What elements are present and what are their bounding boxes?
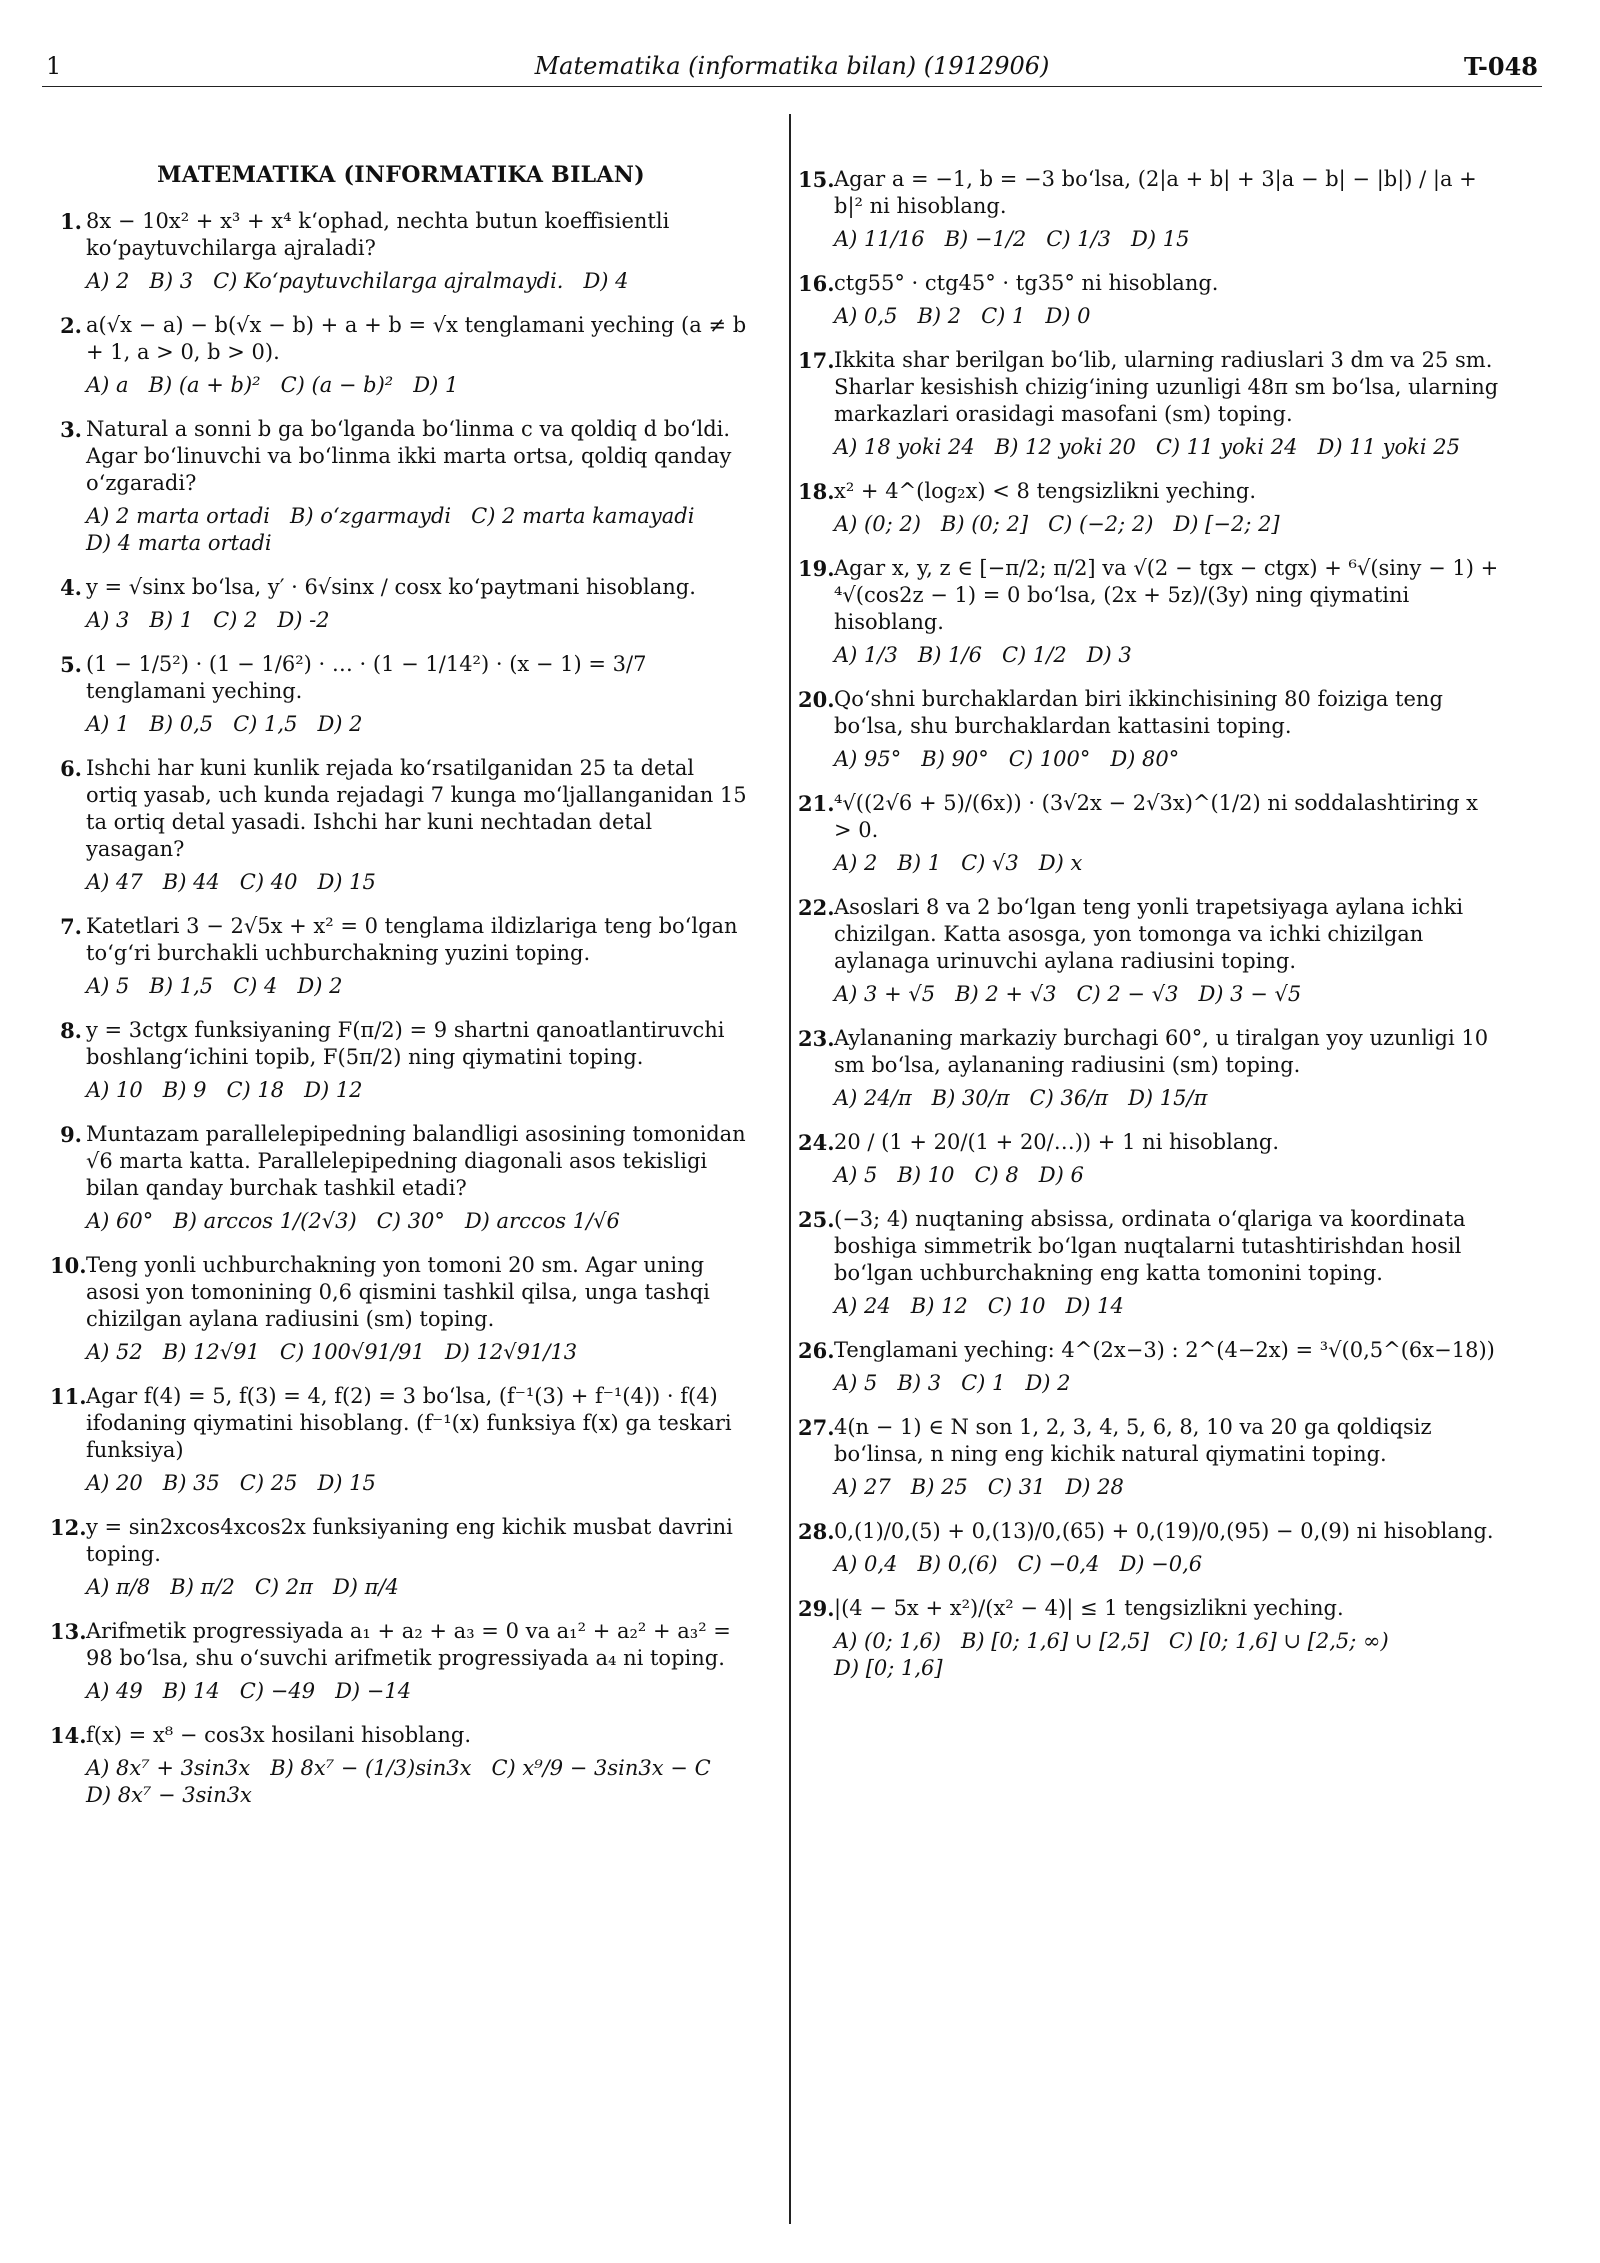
question-number: 26. — [798, 1338, 835, 1363]
answer-option: C) 100√91/91 — [279, 1340, 425, 1364]
answer-option: B) 12 yoki 20 — [994, 435, 1136, 459]
question-item — [798, 347, 1500, 461]
answer-option: D) 15 — [317, 1471, 376, 1495]
question-item — [798, 166, 1500, 253]
question-text: ⁴√((2√6 + 5)/(6x)) · (3√2x − 2√3x)^(1/2) ni soddalashtiring x > 0. — [834, 791, 1479, 842]
answer-option: D) 4 marta ortadi — [86, 531, 272, 555]
answer-option: C) Ko‘paytuvchilarga ajralmaydi. — [213, 269, 564, 293]
question-number: 19. — [798, 556, 835, 581]
answer-option: C) [0; 1,6] ∪ [2,5; ∞) — [1168, 1629, 1389, 1653]
question-text: Aylananing markaziy burchagi 60°, u tiralgan yoy uzunligi 10 sm bo‘lsa, aylananing radiusini (sm) toping. — [834, 1026, 1489, 1077]
question-item — [798, 1206, 1500, 1320]
answer-option: D) arccos 1/√6 — [464, 1209, 620, 1233]
answer-option: A) 18 yoki 24 — [834, 435, 975, 459]
answer-option: B) arccos 1/(2√3) — [173, 1209, 357, 1233]
answer-option: B) 1,5 — [149, 974, 214, 998]
answer-option: C) (a − b)² — [280, 373, 394, 397]
answer-options — [86, 1755, 752, 1809]
question-item — [798, 1414, 1500, 1501]
question-item — [798, 270, 1500, 330]
answer-option: A) 2 marta ortadi — [86, 504, 270, 528]
answer-option: D) 3 — [1086, 643, 1132, 667]
answer-option: B) 10 — [897, 1163, 955, 1187]
answer-option: C) −49 — [239, 1679, 316, 1703]
question-number: 7. — [60, 914, 82, 939]
answer-option: B) 0,5 — [149, 712, 214, 736]
answer-option: C) 2 marta kamayadi — [471, 504, 695, 528]
answer-option: D) 80° — [1110, 747, 1180, 771]
answer-option: A) 11/16 — [834, 227, 925, 251]
answer-option: D) 0 — [1045, 304, 1091, 328]
answer-option: B) (a + b)² — [148, 373, 261, 397]
question-item — [50, 1722, 752, 1809]
page-number: 1 — [46, 52, 62, 80]
answer-option: C) 11 yoki 24 — [1155, 435, 1298, 459]
answer-option: D) 15 — [317, 870, 376, 894]
question-number: 13. — [50, 1619, 87, 1644]
answer-options — [86, 268, 752, 295]
question-number: 28. — [798, 1519, 835, 1544]
question-text: Natural a sonni b ga bo‘lganda bo‘linma c va qoldiq d bo‘ldi. Agar bo‘linuvchi va bo‘linma ikki marta ortsa, qoldiq qanday o‘zgaradi? — [86, 417, 732, 495]
answer-options — [834, 746, 1500, 773]
answer-option: A) 47 — [86, 870, 143, 894]
question-item — [798, 686, 1500, 773]
answer-option: B) 3 — [149, 269, 194, 293]
question-number: 9. — [60, 1122, 82, 1147]
question-item — [798, 1595, 1500, 1682]
question-number: 4. — [60, 575, 82, 600]
question-number: 20. — [798, 687, 835, 712]
answer-option: D) 2 — [297, 974, 343, 998]
question-number: 25. — [798, 1207, 835, 1232]
question-item — [798, 478, 1500, 538]
answer-option: A) 8x⁷ + 3sin3x — [86, 1756, 251, 1780]
question-item — [50, 1514, 752, 1601]
answer-option: B) π/2 — [170, 1575, 235, 1599]
answer-option: C) 1/2 — [1001, 643, 1067, 667]
question-item — [50, 312, 752, 399]
answer-options — [86, 607, 752, 634]
question-item — [50, 755, 752, 896]
answer-option: C) 4 — [233, 974, 278, 998]
question-text: 8x − 10x² + x³ + x⁴ k‘ophad, nechta butun koeffisientli ko‘paytuvchilarga ajraladi? — [86, 209, 670, 260]
question-number: 1. — [60, 209, 82, 234]
answer-option: A) 27 — [834, 1475, 891, 1499]
question-number: 21. — [798, 791, 835, 816]
question-text: a(√x − a) − b(√x − b) + a + b = √x tenglamani yeching (a ≠ b + 1, a > 0, b > 0). — [86, 313, 747, 364]
answer-option: C) 100° — [1008, 747, 1091, 771]
question-item — [798, 1025, 1500, 1112]
question-item — [50, 1618, 752, 1705]
answer-option: D) 11 yoki 25 — [1317, 435, 1460, 459]
question-number: 8. — [60, 1018, 82, 1043]
answer-option: B) 12√91 — [162, 1340, 260, 1364]
answer-option: D) 4 — [583, 269, 629, 293]
question-text: f(x) = x⁸ − cos3x hosilani hisoblang. — [86, 1723, 472, 1747]
answer-options — [86, 1077, 752, 1104]
answer-option: C) (−2; 2) — [1048, 512, 1154, 536]
answer-option: D) 28 — [1065, 1475, 1124, 1499]
answer-option: B) 3 — [897, 1371, 942, 1395]
question-item — [50, 1121, 752, 1235]
answer-option: A) 2 — [86, 269, 130, 293]
question-number: 22. — [798, 895, 835, 920]
question-number: 24. — [798, 1130, 835, 1155]
question-item — [50, 208, 752, 295]
answer-options — [86, 711, 752, 738]
answer-option: D) 15/π — [1128, 1086, 1208, 1110]
answer-option: A) 49 — [86, 1679, 143, 1703]
answer-option: B) 1/6 — [917, 643, 982, 667]
question-text: Ikkita shar berilgan bo‘lib, ularning radiuslari 3 dm va 25 sm. Sharlar kesishish chizig‘ining uzunligi 48π sm bo‘lsa, ularning markazlari orasidagi masofani (sm) toping. — [834, 348, 1499, 426]
page-header — [42, 48, 1542, 87]
answer-option: C) 31 — [987, 1475, 1046, 1499]
answer-options — [834, 303, 1500, 330]
answer-option: A) 2 — [834, 851, 878, 875]
answer-option: A) (0; 2) — [834, 512, 921, 536]
answer-option: A) 5 — [834, 1163, 878, 1187]
answer-option: B) 2 + √3 — [955, 982, 1057, 1006]
answer-options — [834, 1370, 1500, 1397]
question-number: 29. — [798, 1596, 835, 1621]
question-item — [798, 790, 1500, 877]
answer-option: C) 8 — [974, 1163, 1019, 1187]
question-text: Agar x, y, z ∈ [−π/2; π/2] va √(2 − tgx − ctgx) + ⁶√(siny − 1) + ⁴√(cos2z − 1) = 0 bo‘lsa, (2x + 5z)/(3y) ning qiymatini hisoblang. — [834, 556, 1499, 634]
question-text: ctg55° · ctg45° · tg35° ni hisoblang. — [834, 271, 1219, 295]
question-number: 27. — [798, 1415, 835, 1440]
answer-options — [86, 1678, 752, 1705]
question-number: 3. — [60, 417, 82, 442]
question-text: (−3; 4) nuqtaning absissa, ordinata o‘qlariga va koordinata boshiga simmetrik bo‘lgan nuqtalarni tutashtirishdan hosil bo‘lgan uchburchakning eng katta tomonini toping. — [834, 1207, 1466, 1285]
question-text: y = √sinx bo‘lsa, y′ · 6√sinx / cosx ko‘paytmani hisoblang. — [86, 575, 696, 599]
question-item — [798, 894, 1500, 1008]
answer-option: B) 12 — [910, 1294, 968, 1318]
test-code: T-048 — [1464, 52, 1538, 81]
answer-option: D) x — [1038, 851, 1083, 875]
question-item — [50, 416, 752, 557]
question-number: 16. — [798, 271, 835, 296]
answer-options — [834, 1162, 1500, 1189]
answer-option: D) -2 — [277, 608, 330, 632]
answer-option: A) 5 — [86, 974, 130, 998]
question-number: 11. — [50, 1384, 87, 1409]
question-item — [50, 1252, 752, 1366]
answer-option: B) [0; 1,6] ∪ [2,5] — [960, 1629, 1149, 1653]
answer-option: A) 5 — [834, 1371, 878, 1395]
answer-options — [86, 503, 752, 557]
question-item — [798, 1337, 1500, 1397]
right-column — [798, 118, 1500, 1699]
question-number: 15. — [798, 167, 835, 192]
answer-option: C) 30° — [376, 1209, 445, 1233]
answer-option: B) 8x⁷ − (1/3)sin3x — [270, 1756, 472, 1780]
answer-options — [86, 1574, 752, 1601]
answer-option: A) 60° — [86, 1209, 154, 1233]
question-number: 12. — [50, 1515, 87, 1540]
answer-options — [86, 372, 752, 399]
question-item — [50, 1383, 752, 1497]
question-number: 6. — [60, 756, 82, 781]
question-text: Agar f(4) = 5, f(3) = 4, f(2) = 3 bo‘lsa, (f⁻¹(3) + f⁻¹(4)) · f(4) ifodaning qiymatini hisoblang. (f⁻¹(x) funksiya f(x) ga teskari funksiya) — [86, 1384, 732, 1462]
question-item — [50, 1017, 752, 1104]
header-title: Matematika (informatika bilan) (1912906) — [534, 52, 1050, 80]
answer-option: C) 1 — [961, 1371, 1006, 1395]
question-item — [798, 1518, 1500, 1578]
answer-option: B) 25 — [910, 1475, 968, 1499]
question-number: 18. — [798, 479, 835, 504]
answer-option: C) 1 — [981, 304, 1026, 328]
answer-option: D) 2 — [1025, 1371, 1071, 1395]
answer-option: A) 20 — [86, 1471, 143, 1495]
question-item — [50, 651, 752, 738]
answer-options — [834, 1551, 1500, 1578]
answer-option: B) 30/π — [931, 1086, 1010, 1110]
question-text: Muntazam parallelepipedning balandligi asosining tomonidan √6 marta katta. Parallelepipedning diagonali asos tekisligi bilan qanday burchak tashkil etadi? — [86, 1122, 746, 1200]
question-number: 17. — [798, 348, 835, 373]
answer-option: A) (0; 1,6) — [834, 1629, 941, 1653]
answer-options — [86, 1470, 752, 1497]
exam-page — [42, 40, 1542, 2230]
answer-option: A) 0,5 — [834, 304, 898, 328]
answer-option: B) 0,(6) — [917, 1552, 998, 1576]
answer-option: A) 24 — [834, 1294, 891, 1318]
answer-option: A) 1 — [86, 712, 130, 736]
question-item — [50, 913, 752, 1000]
answer-options — [86, 973, 752, 1000]
answer-option: D) 12 — [304, 1078, 363, 1102]
question-text: Arifmetik progressiyada a₁ + a₂ + a₃ = 0 va a₁² + a₂² + a₃² = 98 bo‘lsa, shu o‘suvchi arifmetik progressiyada a₄ ni toping. — [86, 1619, 731, 1670]
question-text: y = sin2xcos4xcos2x funksiyaning eng kichik musbat davrini toping. — [86, 1515, 733, 1566]
answer-option: C) 40 — [239, 870, 298, 894]
answer-option: A) 3 + √5 — [834, 982, 936, 1006]
column-divider — [789, 114, 791, 2224]
answer-option: B) 35 — [162, 1471, 220, 1495]
answer-option: C) x⁹/9 − 3sin3x − C — [491, 1756, 711, 1780]
question-text: Qo‘shni burchaklardan biri ikkinchisining 80 foiziga teng bo‘lsa, shu burchaklardan kattasini toping. — [834, 687, 1443, 738]
answer-option: B) (0; 2] — [940, 512, 1029, 536]
question-item — [50, 574, 752, 634]
answer-options — [834, 642, 1500, 669]
question-number: 2. — [60, 313, 82, 338]
answer-option: B) o‘zgarmaydi — [289, 504, 452, 528]
answer-option: A) 3 — [86, 608, 130, 632]
question-text: Agar a = −1, b = −3 bo‘lsa, (2|a + b| + 3|a − b| − |b|) / |a + b|² ni hisoblang. — [834, 167, 1477, 218]
answer-option: D) 15 — [1131, 227, 1190, 251]
answer-option: D) 1 — [413, 373, 459, 397]
answer-option: B) 2 — [917, 304, 962, 328]
answer-option: C) 36/π — [1029, 1086, 1109, 1110]
answer-option: B) 14 — [162, 1679, 220, 1703]
answer-options — [834, 1085, 1500, 1112]
question-text: 0,(1)/0,(5) + 0,(13)/0,(65) + 0,(19)/0,(95) − 0,(9) ni hisoblang. — [834, 1519, 1494, 1543]
answer-option: B) 9 — [162, 1078, 207, 1102]
answer-options — [834, 850, 1500, 877]
answer-option: A) 10 — [86, 1078, 143, 1102]
answer-option: A) 52 — [86, 1340, 143, 1364]
answer-option: A) 24/π — [834, 1086, 912, 1110]
answer-option: B) −1/2 — [944, 227, 1027, 251]
question-number: 10. — [50, 1253, 87, 1278]
answer-options — [834, 1293, 1500, 1320]
answer-option: D) −14 — [335, 1679, 412, 1703]
question-number: 5. — [60, 652, 82, 677]
answer-options — [834, 226, 1500, 253]
answer-option: C) 2 − √3 — [1076, 982, 1179, 1006]
answer-option: C) √3 — [961, 851, 1019, 875]
question-text: 20 / (1 + 20/(1 + 20/…)) + 1 ni hisoblang. — [834, 1130, 1280, 1154]
answer-options — [86, 1208, 752, 1235]
answer-options — [834, 1628, 1500, 1682]
answer-option: B) 44 — [162, 870, 220, 894]
answer-option: C) −0,4 — [1017, 1552, 1100, 1576]
question-item — [798, 1129, 1500, 1189]
answer-option: A) π/8 — [86, 1575, 151, 1599]
answer-options — [86, 869, 752, 896]
answer-option: A) 0,4 — [834, 1552, 898, 1576]
answer-option: A) a — [86, 373, 129, 397]
answer-option: C) 18 — [226, 1078, 285, 1102]
left-column — [50, 118, 752, 1826]
answer-option: C) 10 — [987, 1294, 1046, 1318]
answer-option: D) 12√91/13 — [444, 1340, 578, 1364]
answer-options — [834, 434, 1500, 461]
answer-option: D) [0; 1,6] — [834, 1656, 943, 1680]
question-text: Teng yonli uchburchakning yon tomoni 20 sm. Agar uning asosi yon tomonining 0,6 qismini tashkil qilsa, unga tashqi chizilgan aylana radiusini (sm) toping. — [86, 1253, 710, 1331]
question-number: 14. — [50, 1723, 87, 1748]
question-text: Asoslari 8 va 2 bo‘lgan teng yonli trapetsiyaga aylana ichki chizilgan. Katta asosga, yon tomonga va ichki chizilgan aylanaga urinuvchi aylana radiusini toping. — [834, 895, 1464, 973]
answer-option: B) 1 — [149, 608, 194, 632]
answer-option: D) 3 − √5 — [1198, 982, 1302, 1006]
answer-options — [834, 511, 1500, 538]
question-item — [798, 555, 1500, 669]
answer-option: C) 2π — [254, 1575, 313, 1599]
answer-option: D) [−2; 2] — [1173, 512, 1280, 536]
question-text: y = 3ctgx funksiyaning F(π/2) = 9 shartni qanoatlantiruvchi boshlang‘ichini topib, F(5π/2) ning qiymatini toping. — [86, 1018, 725, 1069]
answer-option: C) 25 — [239, 1471, 298, 1495]
question-number: 23. — [798, 1026, 835, 1051]
answer-option: D) 2 — [317, 712, 363, 736]
answer-option: B) 1 — [897, 851, 942, 875]
answer-option: B) 90° — [921, 747, 989, 771]
question-text: |(4 − 5x + x²)/(x² − 4)| ≤ 1 tengsizlikni yeching. — [834, 1596, 1344, 1620]
answer-option: A) 1/3 — [834, 643, 898, 667]
question-text: 4(n − 1) ∈ N son 1, 2, 3, 4, 5, 6, 8, 10 va 20 ga qoldiqsiz bo‘linsa, n ning eng kichik natural qiymatini toping. — [834, 1415, 1432, 1466]
question-text: Katetlari 3 − 2√5x + x² = 0 tenglama ildizlariga teng bo‘lgan to‘g‘ri burchakli uchburchakning yuzini toping. — [86, 914, 738, 965]
answer-options — [834, 981, 1500, 1008]
answer-option: D) −0,6 — [1119, 1552, 1203, 1576]
answer-option: C) 1/3 — [1046, 227, 1111, 251]
answer-option: D) 14 — [1065, 1294, 1124, 1318]
question-text: (1 − 1/5²) · (1 − 1/6²) · … · (1 − 1/14²) · (x − 1) = 3/7 tenglamani yeching. — [86, 652, 647, 703]
question-text: Ishchi har kuni kunlik rejada ko‘rsatilganidan 25 ta detal ortiq yasab, uch kunda rejadagi 7 kunga mo‘ljallanganidan 15 ta ortiq detal yasadi. Ishchi har kuni nechtadan detal yasagan? — [86, 756, 747, 861]
question-text: x² + 4^(log₂x) < 8 tengsizlikni yeching. — [834, 479, 1256, 503]
section-title: MATEMATIKA (INFORMATIKA BILAN) — [157, 162, 645, 188]
answer-options — [86, 1339, 752, 1366]
answer-option: D) 8x⁷ − 3sin3x — [86, 1783, 252, 1807]
answer-option: A) 95° — [834, 747, 902, 771]
answer-option: C) 2 — [213, 608, 258, 632]
question-text: Tenglamani yeching: 4^(2x−3) : 2^(4−2x) = ³√(0,5^(6x−18)) — [834, 1338, 1495, 1362]
answer-option: C) 1,5 — [233, 712, 298, 736]
answer-options — [834, 1474, 1500, 1501]
answer-option: D) 6 — [1038, 1163, 1084, 1187]
answer-option: D) π/4 — [332, 1575, 399, 1599]
